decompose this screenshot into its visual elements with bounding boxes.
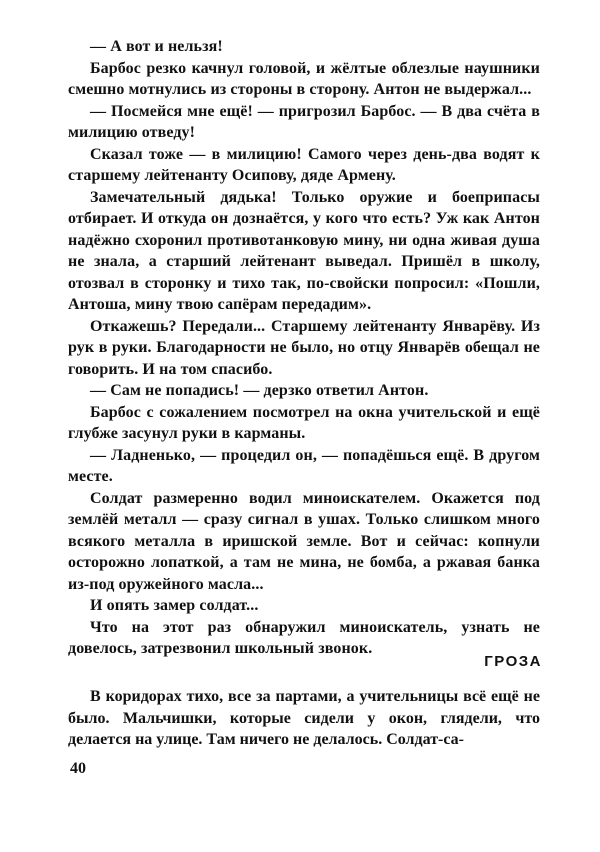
paragraph: И опять замер солдат... <box>90 597 259 614</box>
paragraph: Что на этот раз обнаружил миноискатель, узнать не довелось, затрезвонил школьный звонок. <box>68 618 540 657</box>
paragraph: — Посмейся мне ещё! — пригрозил Барбос. — В два счёта в милицию отведу! <box>68 102 540 141</box>
paragraph: Барбос резко качнул головой, и жёлтые облезлые наушники смешно мотнулись из стороны в сторону. Антон не выдержал... <box>68 59 540 98</box>
paragraph: Солдат размеренно водил миноискателем. Окажется под землёй металл — сразу сигнал в ушах. Только слишком много всякого металла в иришской земле. Вот и сейчас: копнули осторожно лопаткой, а там не мина, не бомба, а ржавая банка из-под оружейного масла... <box>68 489 540 593</box>
body-text <box>68 36 540 660</box>
paragraph: Откажешь? Передали... Старшему лейтенанту Январёву. Из рук в руки. Благодарности не было, но отцу Январёв обещал не говорить. И на том спасибо. <box>68 317 540 378</box>
section-heading: ГРОЗА <box>484 653 542 670</box>
paragraph: Сказал тоже — в милицию! Самого через день-два водят к старшему лейтенанту Осипову, дяде Армену. <box>68 145 540 184</box>
paragraph: Замечательный дядька! Только оружие и боеприпасы отбирает. И откуда он дознаётся, у кого что есть? Уж как Антон надёжно схоронил противотанковую мину, ни одна живая душа не знала, а старший лейтенант выведал. Пришёл в школу, отозвал в сторонку и тихо так, по-свойски попросил: «Пошли, Антоша, мину твою сапёрам передадим». <box>68 188 540 313</box>
paragraph: В коридорах тихо, все за партами, а учительницы всё ещё не было. Мальчишки, которые сидели у окон, глядели, что делается на улице. Там ничего не делалось. Солдат-са- <box>68 688 540 748</box>
section-body-text <box>68 686 540 751</box>
paragraph: — А вот и нельзя! <box>90 38 223 55</box>
paragraph: — Ладненько, — процедил он, — попадёшься ещё. В другом месте. <box>68 446 540 485</box>
page-number: 40 <box>70 760 86 777</box>
paragraph: — Сам не попадись! — дерзко ответил Антон. <box>90 382 429 399</box>
paragraph: Барбос с сожалением посмотрел на окна учительской и ещё глубже засунул руки в карманы. <box>68 403 540 442</box>
